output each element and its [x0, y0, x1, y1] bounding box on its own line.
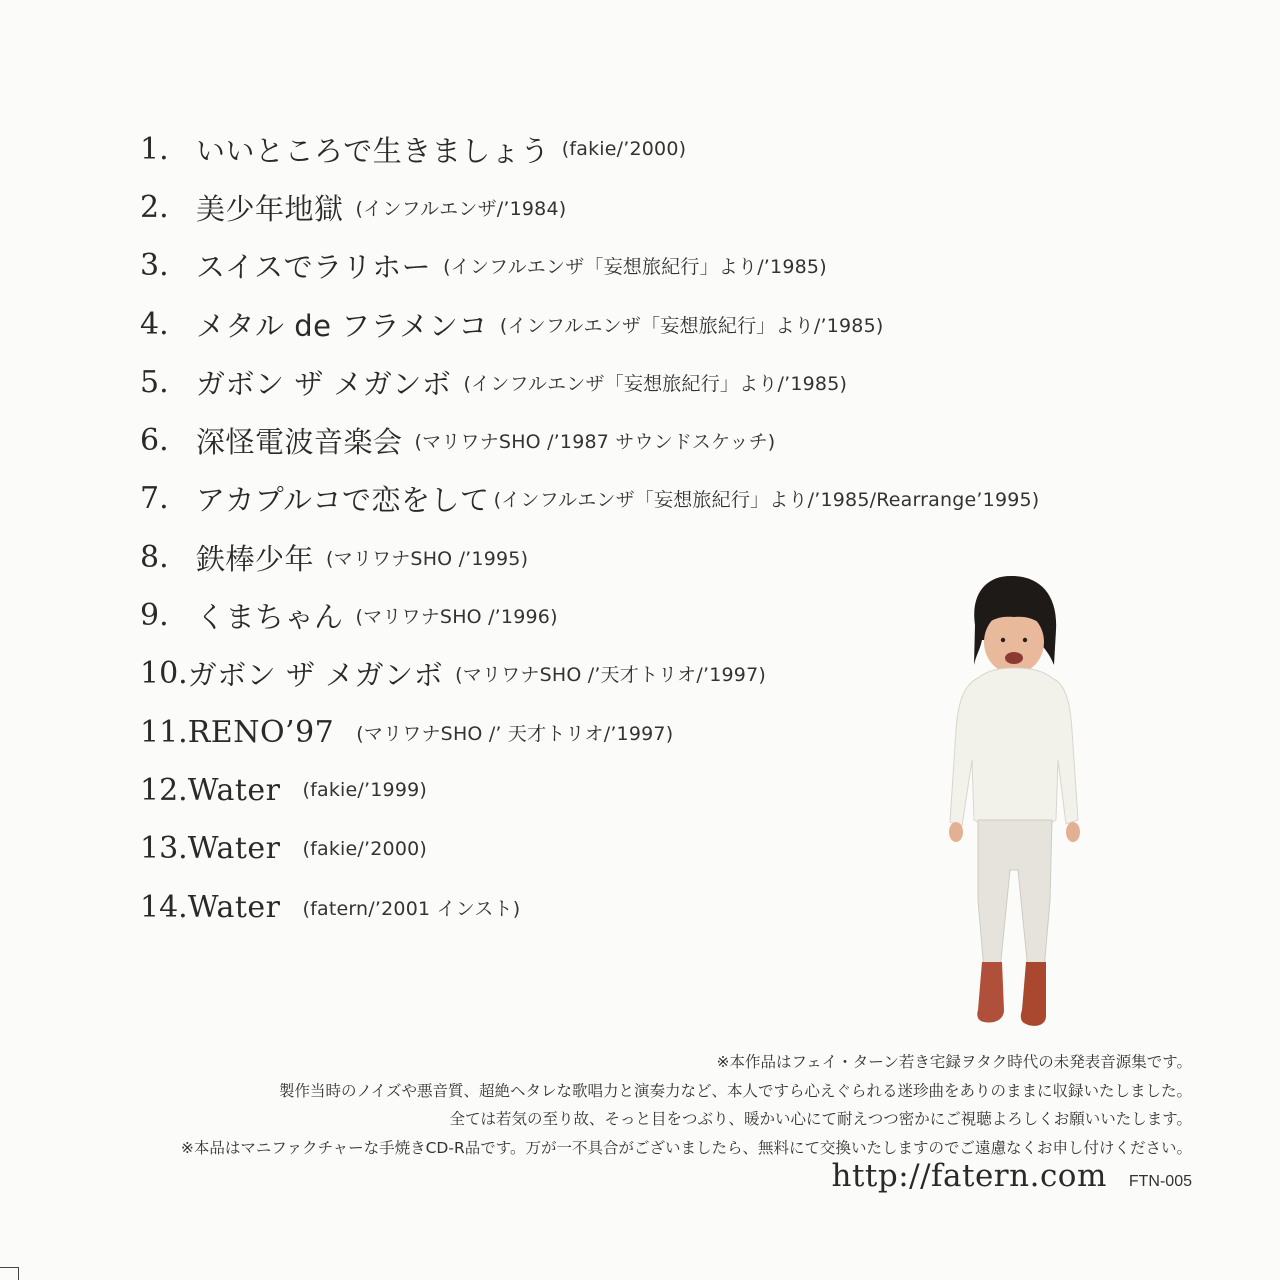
- track-title: スイスでラリホー: [196, 250, 432, 285]
- note-line: ※本品はマニファクチャーな手焼きCD-R品です。万が一不具合がございましたら、無料にて交換いたしますのでご遠慮なくお申し付けください。: [180, 1138, 1192, 1157]
- child-eye-left: [1001, 638, 1005, 642]
- catalog-number: FTN-005: [1128, 1173, 1192, 1190]
- track-item: [140, 178, 1200, 236]
- track-credit: (fakie/’2000): [561, 138, 687, 161]
- track-title: ガボン ザ メガンボ: [187, 658, 444, 693]
- crop-mark: [0, 1267, 19, 1280]
- track-title: ガボン ザ メガンボ: [196, 366, 452, 401]
- child-photo: [930, 570, 1090, 1040]
- track-item: [140, 470, 1200, 528]
- track-number: 10.: [140, 656, 188, 692]
- track-credit: (インフルエンザ「妄想旅紀行」より/’1985): [499, 314, 884, 337]
- track-title: RENO’97: [187, 714, 335, 750]
- track-number: 1.: [140, 131, 169, 167]
- track-number: 9.: [140, 598, 169, 634]
- track-title: いいところで生きましょう: [196, 133, 550, 168]
- track-number: 8.: [140, 539, 169, 575]
- track-number: 5.: [140, 364, 169, 400]
- track-number: 13.: [140, 831, 188, 867]
- child-leggings: [978, 820, 1052, 970]
- track-item: [140, 237, 1200, 295]
- track-credit: (マリワナSHO /’ 天才トリオ/’1997): [356, 722, 674, 745]
- track-number: 14.: [140, 889, 188, 925]
- child-boot-right: [1021, 962, 1046, 1026]
- track-item: [140, 295, 1200, 353]
- track-title: くまちゃん: [196, 600, 344, 635]
- track-credit: (fakie/’2000): [302, 837, 428, 860]
- track-title: 鉄棒少年: [196, 541, 315, 576]
- track-number: 2.: [140, 189, 169, 225]
- child-mouth: [1005, 652, 1023, 664]
- track-number: 4.: [140, 306, 169, 342]
- track-title: 美少年地獄: [196, 191, 344, 226]
- website-url[interactable]: http://fatern.com: [831, 1158, 1107, 1194]
- track-number: 6.: [140, 423, 169, 459]
- track-title: Water: [187, 772, 281, 808]
- child-hand-right: [1066, 822, 1080, 842]
- track-credit: (fakie/’1999): [302, 779, 428, 802]
- track-credit: (マリワナSHO /’1996): [355, 606, 558, 629]
- footer: [831, 1158, 1192, 1194]
- child-boot-left: [977, 962, 1004, 1023]
- track-title: Water: [187, 831, 281, 867]
- notes-section: [0, 1048, 1192, 1162]
- track-credit: (マリワナSHO /’1995): [326, 547, 529, 570]
- track-credit: (マリワナSHO /’天才トリオ/’1997): [455, 664, 766, 687]
- track-credit: (インフルエンザ「妄想旅紀行」より/’1985): [463, 372, 848, 395]
- track-number: 11.: [140, 714, 188, 750]
- track-credit: (インフルエンザ「妄想旅紀行」より/’1985/Rearrange’1995): [493, 489, 1040, 512]
- child-sweater: [950, 668, 1078, 829]
- track-credit: (インフルエンザ「妄想旅紀行」より/’1985): [443, 256, 827, 279]
- track-item: [140, 411, 1200, 469]
- track-number: 12.: [140, 772, 188, 808]
- track-title: アカプルコで恋をして: [196, 483, 490, 518]
- track-title: 深怪電波音楽会: [196, 425, 403, 460]
- note-line: 全ては若気の至り故、そっと目をつぶり、暖かい心にて耐えつつ密かにご視聴よろしくお願いいたします。: [449, 1110, 1192, 1128]
- child-hand-left: [949, 822, 963, 842]
- track-item: [140, 353, 1200, 411]
- track-item: [140, 120, 1200, 178]
- track-credit: (インフルエンザ/’1984): [355, 197, 567, 220]
- note-line: 製作当時のノイズや悪音質、超絶ヘタレな歌唱力と演奏力など、本人ですら心えぐられる迷珍曲をありのままに収録いたしました。: [279, 1081, 1192, 1100]
- note-line: ※本作品はフェイ・ターン若き宅録ヲタク時代の未発表音源集です。: [716, 1053, 1192, 1071]
- track-number: 7.: [140, 481, 169, 517]
- track-title: Water: [187, 889, 281, 925]
- child-eye-right: [1023, 638, 1027, 642]
- track-number: 3.: [140, 248, 169, 284]
- track-credit: (fatern/’2001 インスト): [302, 897, 521, 920]
- track-title: メタル de フラメンコ: [196, 308, 488, 343]
- track-credit: (マリワナSHO /’1987 サウンドスケッチ): [414, 431, 776, 454]
